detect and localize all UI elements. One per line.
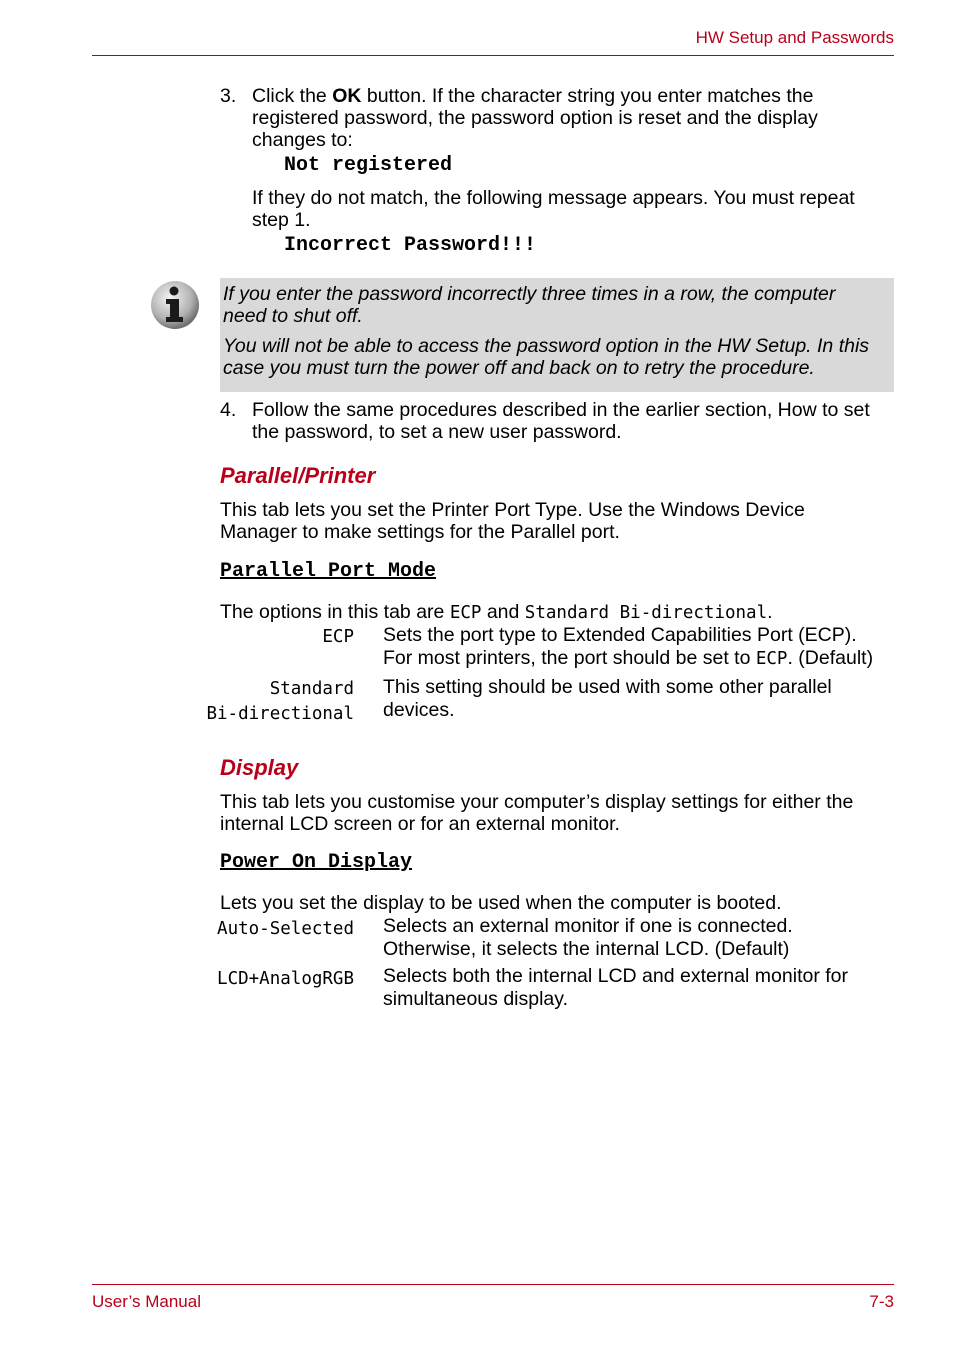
sub-heading-power-on-display: Power On Display [220, 851, 413, 874]
term-ecp: ECP [322, 627, 354, 647]
code-incorrect-password: Incorrect Password!!! [284, 234, 537, 257]
desc-ecp-post: . (Default) [787, 647, 874, 669]
note-box [220, 278, 894, 392]
note-p1-line1: If you enter the password incorrectly three times in a row, the computer [223, 283, 836, 305]
step-3-line3: changes to: [252, 129, 353, 151]
fail-line2: step 1. [252, 209, 311, 231]
note-p2-line1: You will not be able to access the password option in the HW Setup. In this [223, 335, 870, 357]
footer-rule [92, 1284, 894, 1285]
step-3-text: Click the [252, 85, 333, 107]
header-rule [92, 55, 894, 56]
section-heading-display: Display [220, 755, 299, 780]
term-bi-directional: Bi-directional [206, 704, 354, 724]
term-lcd-analogrgb: LCD+AnalogRGB [217, 969, 354, 989]
desc-auto-line2: Otherwise, it selects the internal LCD. (Default) [383, 938, 790, 960]
desc-ecp-line2 [383, 647, 903, 671]
section-heading-parallel: Parallel/Printer [220, 463, 376, 488]
step-3-line2: registered password, the password option is reset and the display [252, 107, 818, 129]
footer-left: User’s Manual [92, 1292, 201, 1311]
step-3-text-rest: button. If the character string you enter matches the [361, 85, 814, 107]
info-icon [150, 280, 200, 330]
desc-ecp-pre: For most printers, the port should be set to [383, 647, 756, 669]
term-auto-selected: Auto-Selected [217, 919, 354, 939]
step-3-number: 3. [220, 85, 237, 107]
step-3-line1 [252, 85, 813, 108]
options-ecp: ECP [449, 603, 482, 623]
term-standard: Standard [269, 679, 354, 699]
options-mid: and [481, 601, 525, 623]
parallel-intro-line2: Manager to make settings for the Parallel port. [220, 521, 620, 543]
desc-auto-line1: Selects an external monitor if one is connected. [383, 915, 793, 937]
parallel-options-line [220, 601, 773, 625]
options-end: . [767, 601, 773, 623]
display-lead: Lets you set the display to be used when the computer is booted. [220, 892, 782, 914]
desc-lcd-line1: Selects both the internal LCD and external monitor for [383, 965, 849, 987]
display-intro-line2: internal LCD screen or for an external monitor. [220, 813, 620, 835]
code-not-registered: Not registered [284, 154, 453, 177]
fail-line1: If they do not match, the following message appears. You must repeat [252, 187, 855, 209]
step-4-number: 4. [220, 399, 237, 421]
note-p1-line2: need to shut off. [223, 305, 363, 327]
note-p2-line2: case you must turn the power off and back on to retry the procedure. [223, 357, 815, 379]
desc-standard-line1: This setting should be used with some other parallel [383, 676, 832, 698]
desc-standard-line2: devices. [383, 699, 455, 721]
step-4-line2: the password, to set a new user password. [252, 421, 622, 443]
sub-heading-parallel-port-mode: Parallel Port Mode [220, 560, 437, 583]
options-pre: The options in this tab are [220, 601, 450, 623]
parallel-intro-line1: This tab lets you set the Printer Port Type. Use the Windows Device [220, 499, 805, 521]
running-header: HW Setup and Passwords [695, 28, 894, 47]
desc-ecp-line1: Sets the port type to Extended Capabilities Port (ECP). [383, 624, 857, 646]
ok-keyword: OK [332, 85, 362, 107]
display-intro-line1: This tab lets you customise your computer’s display settings for either the [220, 791, 854, 813]
desc-ecp-code: ECP [755, 649, 788, 669]
desc-lcd-line2: simultaneous display. [383, 988, 568, 1010]
options-standard: Standard Bi-directional [524, 603, 768, 623]
page-number: 7-3 [869, 1292, 894, 1311]
step-4-line1: Follow the same procedures described in the earlier section, How to set [252, 399, 870, 421]
